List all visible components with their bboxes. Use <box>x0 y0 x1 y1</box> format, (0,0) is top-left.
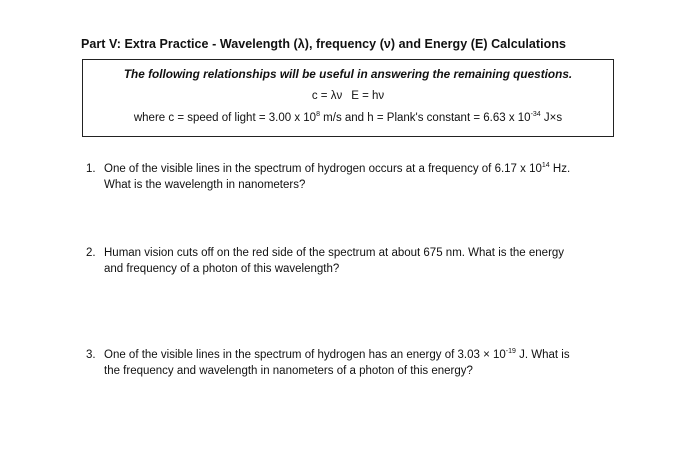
question-line-2: What is the wavelength in nanometers? <box>104 179 306 191</box>
question-line-2: the frequency and wavelength in nanometers of a photon of this energy? <box>104 365 473 377</box>
question-line-1: Human vision cuts off on the red side of the spectrum at about 675 nm. What is the energy <box>104 247 565 259</box>
constants-line <box>83 112 613 124</box>
question-text-part2: J. What is <box>515 349 570 361</box>
relationships-box <box>82 59 614 137</box>
question-exponent: -19 <box>505 348 516 355</box>
speed-of-light-formula: c = λν <box>311 90 343 102</box>
section-heading: Part V: Extra Practice - Wavelength (λ), frequency (ν) and Energy (E) Calculations <box>81 37 567 51</box>
energy-formula: E = hν <box>351 90 385 102</box>
question-text <box>104 245 626 277</box>
question-number: 3. <box>86 349 96 361</box>
question-2 <box>86 245 626 277</box>
constants-suffix: J×s <box>540 112 563 124</box>
question-text-part1: One of the visible lines in the spectrum of hydrogen occurs at a frequency of 6.17 x 10 <box>104 163 542 175</box>
question-3 <box>86 347 626 379</box>
question-line-2: and frequency of a photon of this wavelength? <box>104 263 340 275</box>
constants-prefix: where c = speed of light = 3.00 x 10 <box>133 112 317 124</box>
question-exponent: 14 <box>541 162 550 169</box>
question-text-part1: One of the visible lines in the spectrum of hydrogen has an energy of 3.03 × 10 <box>104 349 506 361</box>
formula-line <box>83 90 613 102</box>
c-exponent: 8 <box>316 111 320 118</box>
question-number: 1. <box>86 163 96 175</box>
question-text <box>104 161 626 193</box>
h-exponent: -34 <box>530 111 541 118</box>
question-line-1 <box>104 161 626 177</box>
question-line-1 <box>104 347 626 363</box>
question-number: 2. <box>86 247 96 259</box>
constants-middle: m/s and h = Plank's constant = 6.63 x 10 <box>319 112 531 124</box>
question-text-part2: Hz. <box>549 163 571 175</box>
question-text <box>104 347 626 379</box>
question-1 <box>86 161 626 193</box>
relationships-intro: The following relationships will be useful in answering the remaining questions. <box>123 67 573 81</box>
